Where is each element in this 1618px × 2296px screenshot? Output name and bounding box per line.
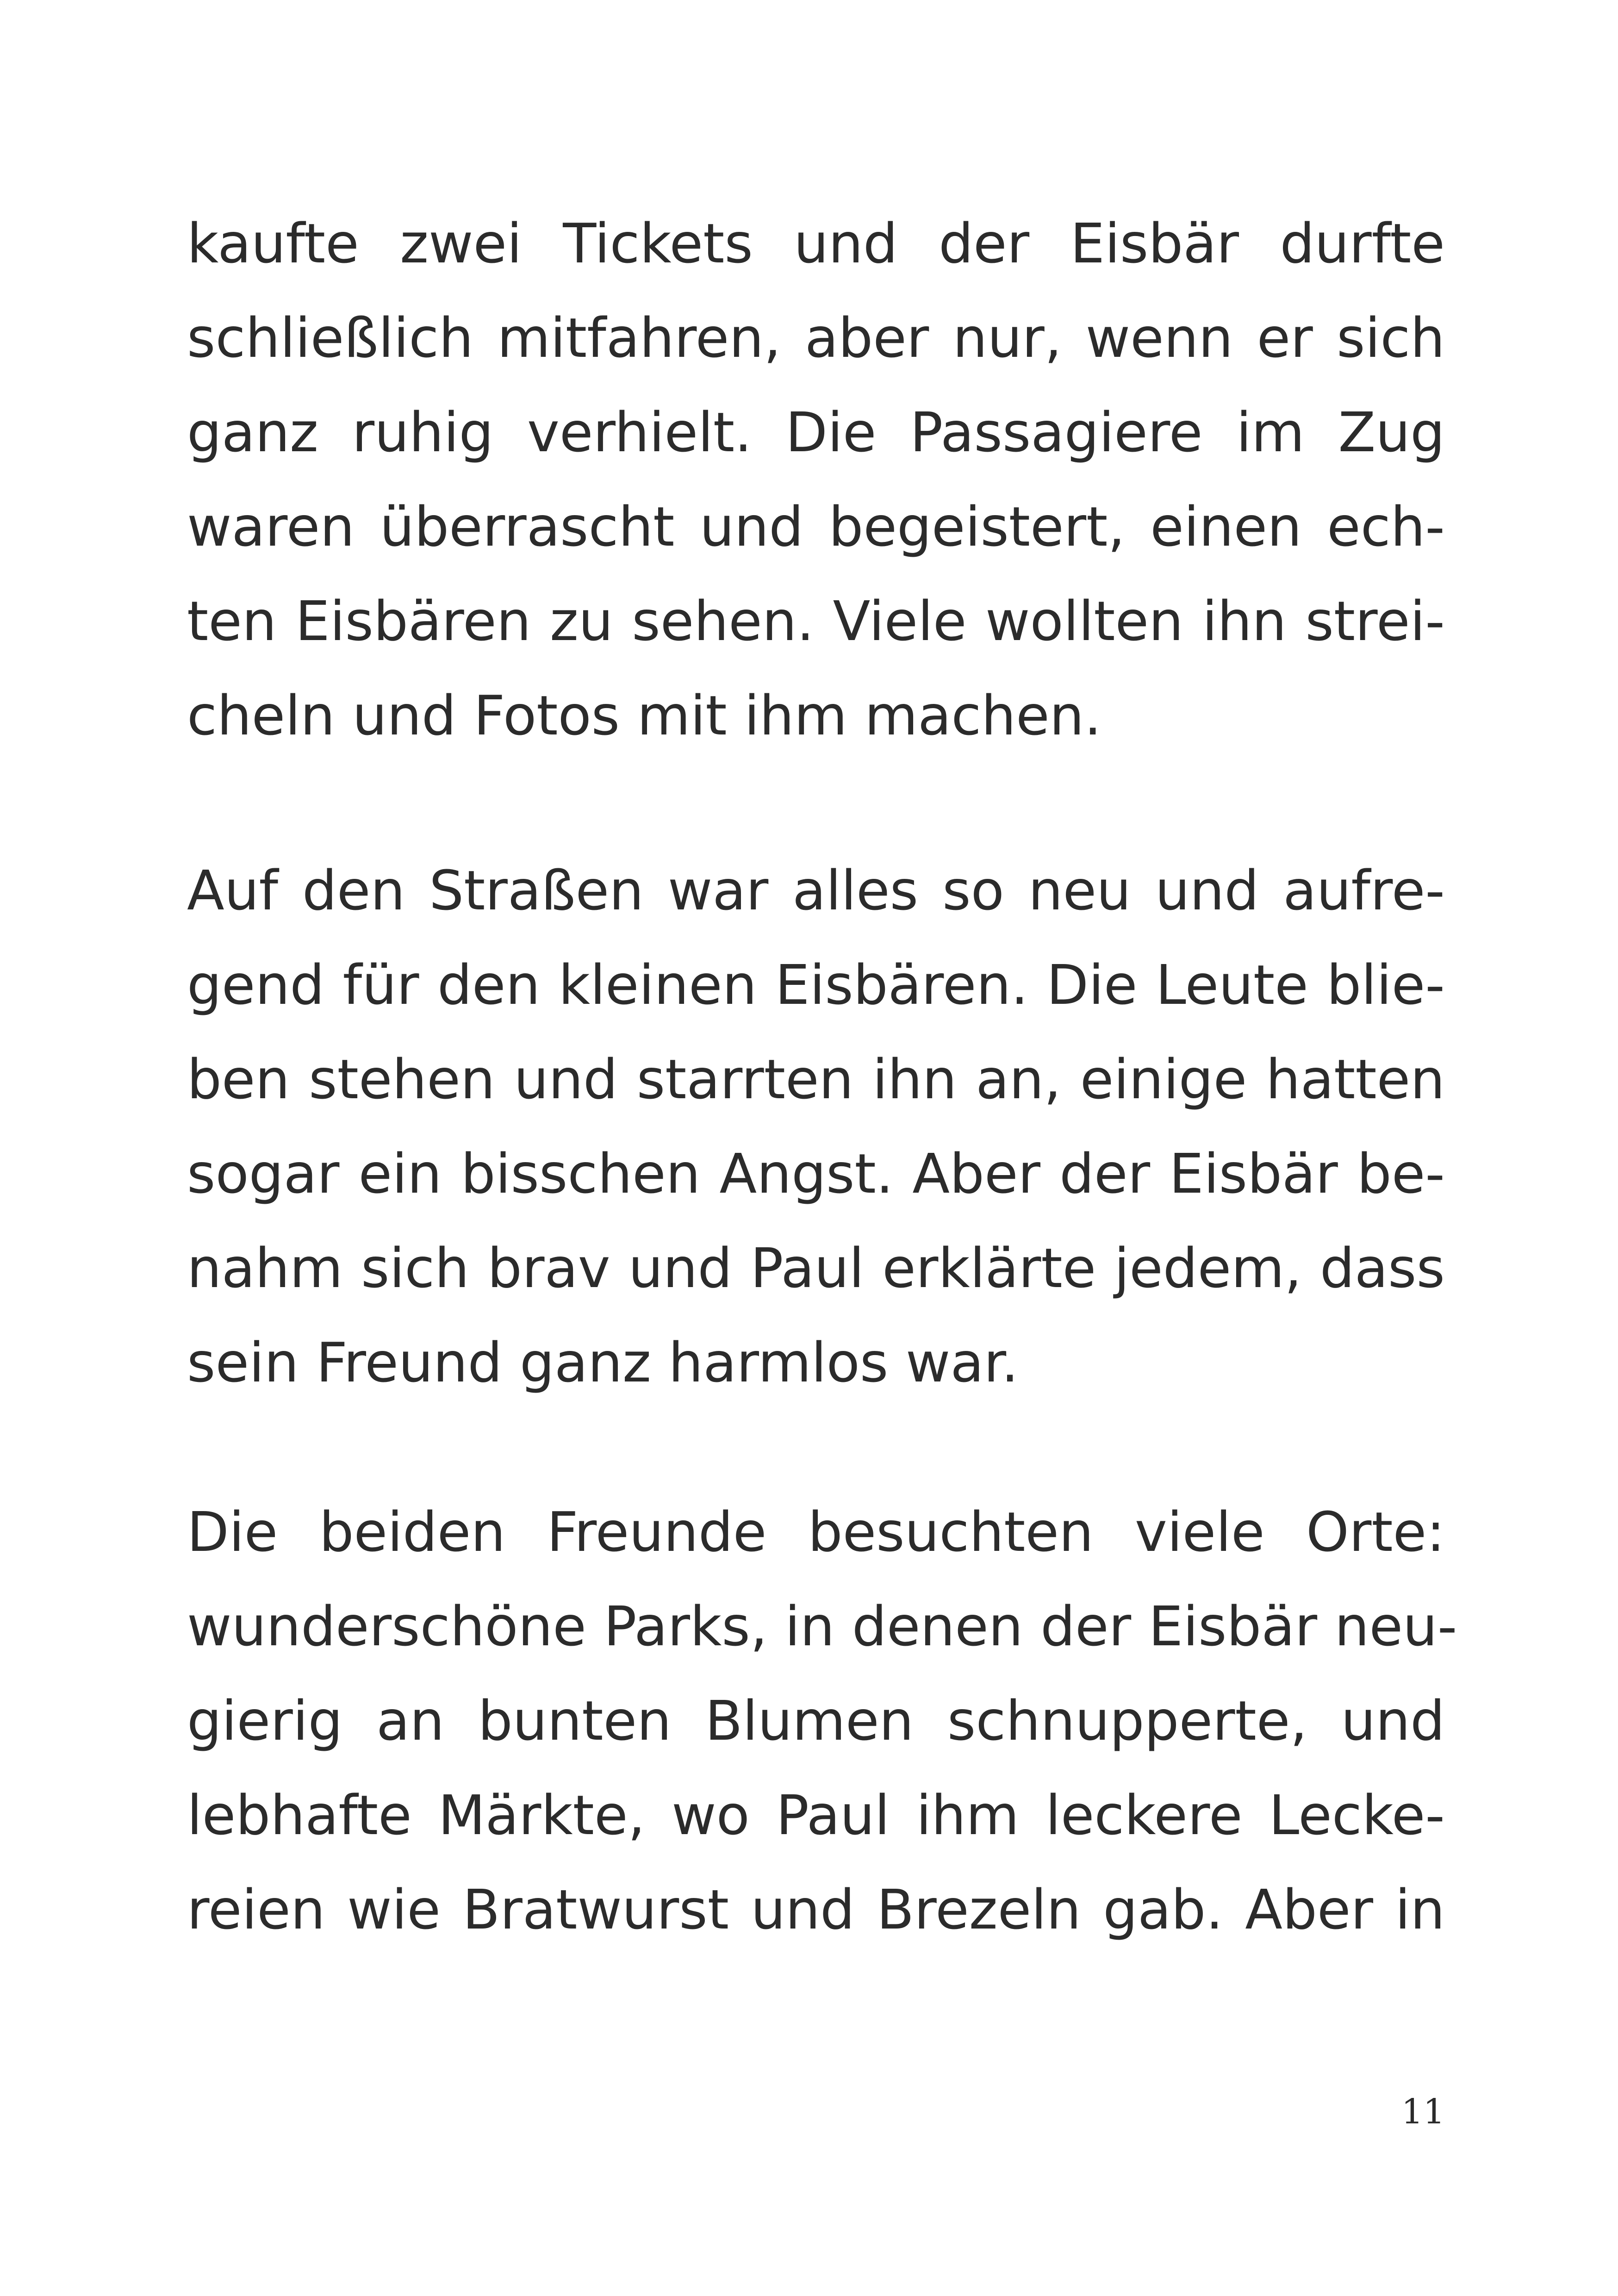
paragraph-1 <box>187 196 1445 763</box>
text-line: ten Eisbären zu sehen. Viele wollten ihn strei- <box>187 589 1445 653</box>
text-line: sein Freund ganz harmlos war. <box>187 1331 1019 1394</box>
text-line: reien wie Bratwurst und Brezeln gab. Aber in <box>187 1878 1445 1941</box>
text-line: nahm sich brav und Paul erklärte jedem, dass <box>187 1236 1445 1300</box>
text-line: ben stehen und starrten ihn an, einige hatten <box>187 1047 1445 1111</box>
text-line: Auf den Straßen war alles so neu und aufre- <box>187 859 1445 922</box>
text-line: wunderschöne Parks, in denen der Eisbär neu- <box>187 1594 1457 1658</box>
text-line: ganz ruhig verhielt. Die Passagiere im Zug <box>187 400 1445 464</box>
text-line: gend für den kleinen Eisbären. Die Leute blie- <box>187 953 1445 1017</box>
text-line: kaufte zwei Tickets und der Eisbär durfte <box>187 212 1445 275</box>
text-line: Die beiden Freunde besuchten viele Orte: <box>187 1500 1445 1564</box>
text-line: cheln und Fotos mit ihm machen. <box>187 684 1101 747</box>
text-line: lebhafte Märkte, wo Paul ihm leckere Lecke- <box>187 1783 1445 1847</box>
text-line: gierig an bunten Blumen schnupperte, und <box>187 1689 1445 1753</box>
text-line: waren überrascht und begeistert, einen ech- <box>187 495 1445 559</box>
paragraph-3 <box>187 1485 1457 1957</box>
page-number: 11 <box>1401 2092 1445 2132</box>
text-line: sogar ein bisschen Angst. Aber der Eisbär be- <box>187 1142 1445 1206</box>
paragraph-2 <box>187 843 1445 1410</box>
text-line: schließlich mitfahren, aber nur, wenn er sich <box>187 306 1445 370</box>
